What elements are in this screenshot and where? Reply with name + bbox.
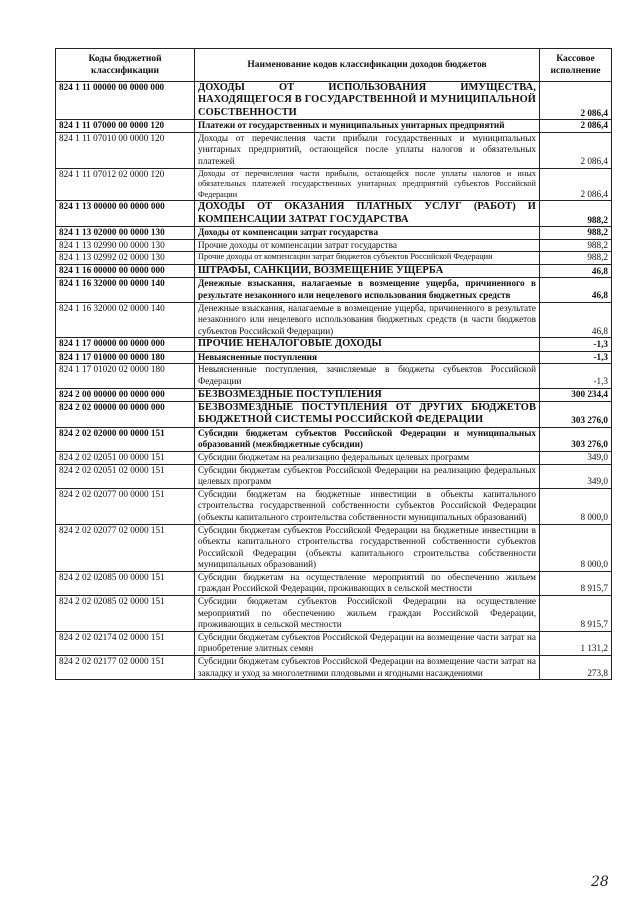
- table-row: [56, 364, 612, 388]
- row-amount: 46,8: [540, 278, 612, 302]
- table-body: [56, 82, 612, 680]
- row-amount: 8 000,0: [540, 524, 612, 571]
- header-name: Наименование кодов классификации доходов бюджетов: [195, 49, 540, 82]
- row-name: БЕЗВОЗМЕЗДНЫЕ ПОСТУПЛЕНИЯ ОТ ДРУГИХ БЮДЖЕТОВ БЮДЖЕТНОЙ СИСТЕМЫ РОССИЙСКОЙ ФЕДЕРАЦИИ: [195, 401, 540, 427]
- row-amount: 988,2: [540, 252, 612, 265]
- row-name: Субсидии бюджетам субъектов Российской Федерации на возмещение части затрат на приобретение элитных семян: [195, 631, 540, 655]
- row-name: ШТРАФЫ, САНКЦИИ, ВОЗМЕЩЕНИЕ УЩЕРБА: [195, 264, 540, 277]
- row-amount: -1,3: [540, 351, 612, 364]
- row-amount: 8 915,7: [540, 571, 612, 595]
- header-amount: Кассовое исполнение: [540, 49, 612, 82]
- row-name: Субсидии бюджетам на бюджетные инвестиции в объекты капитального строительства государственной собственности субъектов Российской Федерации (объекты капитального строительства собственности муниципальных образований): [195, 488, 540, 524]
- table-row: [56, 524, 612, 571]
- table-row: [56, 656, 612, 680]
- table-row: [56, 264, 612, 277]
- row-code: 824 1 11 00000 00 0000 000: [56, 82, 195, 120]
- table-row: [56, 488, 612, 524]
- row-amount: 2 086,4: [540, 168, 612, 201]
- row-name: Субсидии бюджетам субъектов Российской Федерации на возмещение части затрат на закладку и уход за многолетними плодовыми и ягодными насаждениями: [195, 656, 540, 680]
- row-name: БЕЗВОЗМЕЗДНЫЕ ПОСТУПЛЕНИЯ: [195, 388, 540, 401]
- row-amount: 303 276,0: [540, 401, 612, 427]
- row-name: Доходы от перечисления части прибыли, остающейся после уплаты налогов и иных обязательных платежей государственных унитарных предприятий субъектов Российской Федерации: [195, 168, 540, 201]
- table-row: [56, 571, 612, 595]
- row-name: ДОХОДЫ ОТ ИСПОЛЬЗОВАНИЯ ИМУЩЕСТВА, НАХОДЯЩЕГОСЯ В ГОСУДАРСТВЕННОЙ И МУНИЦИПАЛЬНОЙ СОБСТВЕННОСТИ: [195, 82, 540, 120]
- row-name: Субсидии бюджетам субъектов Российской Федерации на реализацию федеральных целевых программ: [195, 464, 540, 488]
- header-code: Коды бюджетной классификации: [56, 49, 195, 82]
- row-code: 824 2 00 00000 00 0000 000: [56, 388, 195, 401]
- row-amount: 349,0: [540, 451, 612, 464]
- row-code: 824 1 17 01000 00 0000 180: [56, 351, 195, 364]
- row-amount: 303 276,0: [540, 427, 612, 451]
- table-row: [56, 464, 612, 488]
- row-code: 824 2 02 02077 02 0000 151: [56, 524, 195, 571]
- row-name: Субсидии бюджетам субъектов Российской Федерации на бюджетные инвестиции в объекты капитального строительства государственной собственности субъектов Российской Федерации (объекты капитального строительства собственности муниципальных образований): [195, 524, 540, 571]
- row-name: Невыясненные поступления, зачисляемые в бюджеты субъектов Российской Федерации: [195, 364, 540, 388]
- row-code: 824 1 17 00000 00 0000 000: [56, 338, 195, 351]
- row-code: 824 1 13 00000 00 0000 000: [56, 201, 195, 227]
- row-code: 824 1 16 32000 00 0000 140: [56, 278, 195, 302]
- row-code: 824 1 16 00000 00 0000 000: [56, 264, 195, 277]
- row-amount: 988,2: [540, 227, 612, 240]
- row-amount: 2 086,4: [540, 82, 612, 120]
- table-row: [56, 82, 612, 120]
- row-name: Субсидии бюджетам субъектов Российской Федерации и муниципальных образований (межбюджетные субсидии): [195, 427, 540, 451]
- row-amount: 8 915,7: [540, 596, 612, 632]
- page-number: 28: [591, 874, 609, 890]
- table-row: [56, 239, 612, 252]
- table-row: [56, 351, 612, 364]
- row-name: Субсидии бюджетам на осуществление мероприятий по обеспечению жильем граждан Российской Федерации, проживающих в сельской местности: [195, 571, 540, 595]
- row-code: 824 1 11 07010 00 0000 120: [56, 132, 195, 168]
- row-code: 824 2 02 02085 02 0000 151: [56, 596, 195, 632]
- row-name: Денежные взыскания, налагаемые в возмещение ущерба, причиненного в результате незаконного или нецелевого использования бюджетных средств: [195, 278, 540, 302]
- row-code: 824 1 13 02990 00 0000 130: [56, 239, 195, 252]
- row-code: 824 1 13 02000 00 0000 130: [56, 227, 195, 240]
- row-code: 824 2 02 02051 00 0000 151: [56, 451, 195, 464]
- budget-report-sheet: [55, 48, 611, 680]
- table-row: [56, 252, 612, 265]
- table-row: [56, 120, 612, 133]
- row-amount: 349,0: [540, 464, 612, 488]
- row-name: Прочие доходы от компенсации затрат бюджетов субъектов Российской Федерации: [195, 252, 540, 265]
- row-amount: 2 086,4: [540, 132, 612, 168]
- row-amount: 8 000,0: [540, 488, 612, 524]
- row-name: Субсидии бюджетам субъектов Российской Федерации на осуществление мероприятий по обеспечению жильем граждан Российской Федерации, проживающих в сельской местности: [195, 596, 540, 632]
- table-row: [56, 388, 612, 401]
- row-amount: 46,8: [540, 264, 612, 277]
- table-header-row: [56, 49, 612, 82]
- row-code: 824 1 16 32000 02 0000 140: [56, 302, 195, 338]
- row-name: Доходы от перечисления части прибыли государственных и муниципальных унитарных предприятий, остающейся после уплаты налогов и обязательных платежей: [195, 132, 540, 168]
- row-code: 824 1 11 07000 00 0000 120: [56, 120, 195, 133]
- row-name: Прочие доходы от компенсации затрат государства: [195, 239, 540, 252]
- row-name: ПРОЧИЕ НЕНАЛОГОВЫЕ ДОХОДЫ: [195, 338, 540, 351]
- table-row: [56, 132, 612, 168]
- row-amount: -1,3: [540, 338, 612, 351]
- row-name: Невыясненные поступления: [195, 351, 540, 364]
- row-amount: 988,2: [540, 201, 612, 227]
- row-amount: -1,3: [540, 364, 612, 388]
- table-row: [56, 201, 612, 227]
- table-row: [56, 451, 612, 464]
- table-row: [56, 338, 612, 351]
- row-code: 824 2 02 00000 00 0000 000: [56, 401, 195, 427]
- row-code: 824 2 02 02085 00 0000 151: [56, 571, 195, 595]
- row-code: 824 2 02 02077 00 0000 151: [56, 488, 195, 524]
- row-name: Денежные взыскания, налагаемые в возмещение ущерба, причиненного в результате незаконного или нецелевого использования бюджетных средств (в части бюджетов субъектов Российской Федерации): [195, 302, 540, 338]
- table-row: [56, 278, 612, 302]
- row-name: Доходы от компенсации затрат государства: [195, 227, 540, 240]
- table-row: [56, 401, 612, 427]
- row-amount: 300 234,4: [540, 388, 612, 401]
- row-name: Субсидии бюджетам на реализацию федеральных целевых программ: [195, 451, 540, 464]
- row-code: 824 1 17 01020 02 0000 180: [56, 364, 195, 388]
- row-amount: 1 131,2: [540, 631, 612, 655]
- row-amount: 273,8: [540, 656, 612, 680]
- row-name: Платежи от государственных и муниципальных унитарных предприятий: [195, 120, 540, 133]
- table-row: [56, 596, 612, 632]
- row-amount: 988,2: [540, 239, 612, 252]
- table-row: [56, 168, 612, 201]
- row-code: 824 1 11 07012 02 0000 120: [56, 168, 195, 201]
- table-row: [56, 227, 612, 240]
- income-classification-table: [55, 48, 612, 680]
- row-amount: 46,8: [540, 302, 612, 338]
- row-amount: 2 086,4: [540, 120, 612, 133]
- row-code: 824 2 02 02174 02 0000 151: [56, 631, 195, 655]
- row-code: 824 2 02 02051 02 0000 151: [56, 464, 195, 488]
- row-code: 824 1 13 02992 02 0000 130: [56, 252, 195, 265]
- row-code: 824 2 02 02000 00 0000 151: [56, 427, 195, 451]
- table-row: [56, 427, 612, 451]
- table-row: [56, 302, 612, 338]
- row-code: 824 2 02 02177 02 0000 151: [56, 656, 195, 680]
- table-row: [56, 631, 612, 655]
- row-name: ДОХОДЫ ОТ ОКАЗАНИЯ ПЛАТНЫХ УСЛУГ (РАБОТ) И КОМПЕНСАЦИИ ЗАТРАТ ГОСУДАРСТВА: [195, 201, 540, 227]
